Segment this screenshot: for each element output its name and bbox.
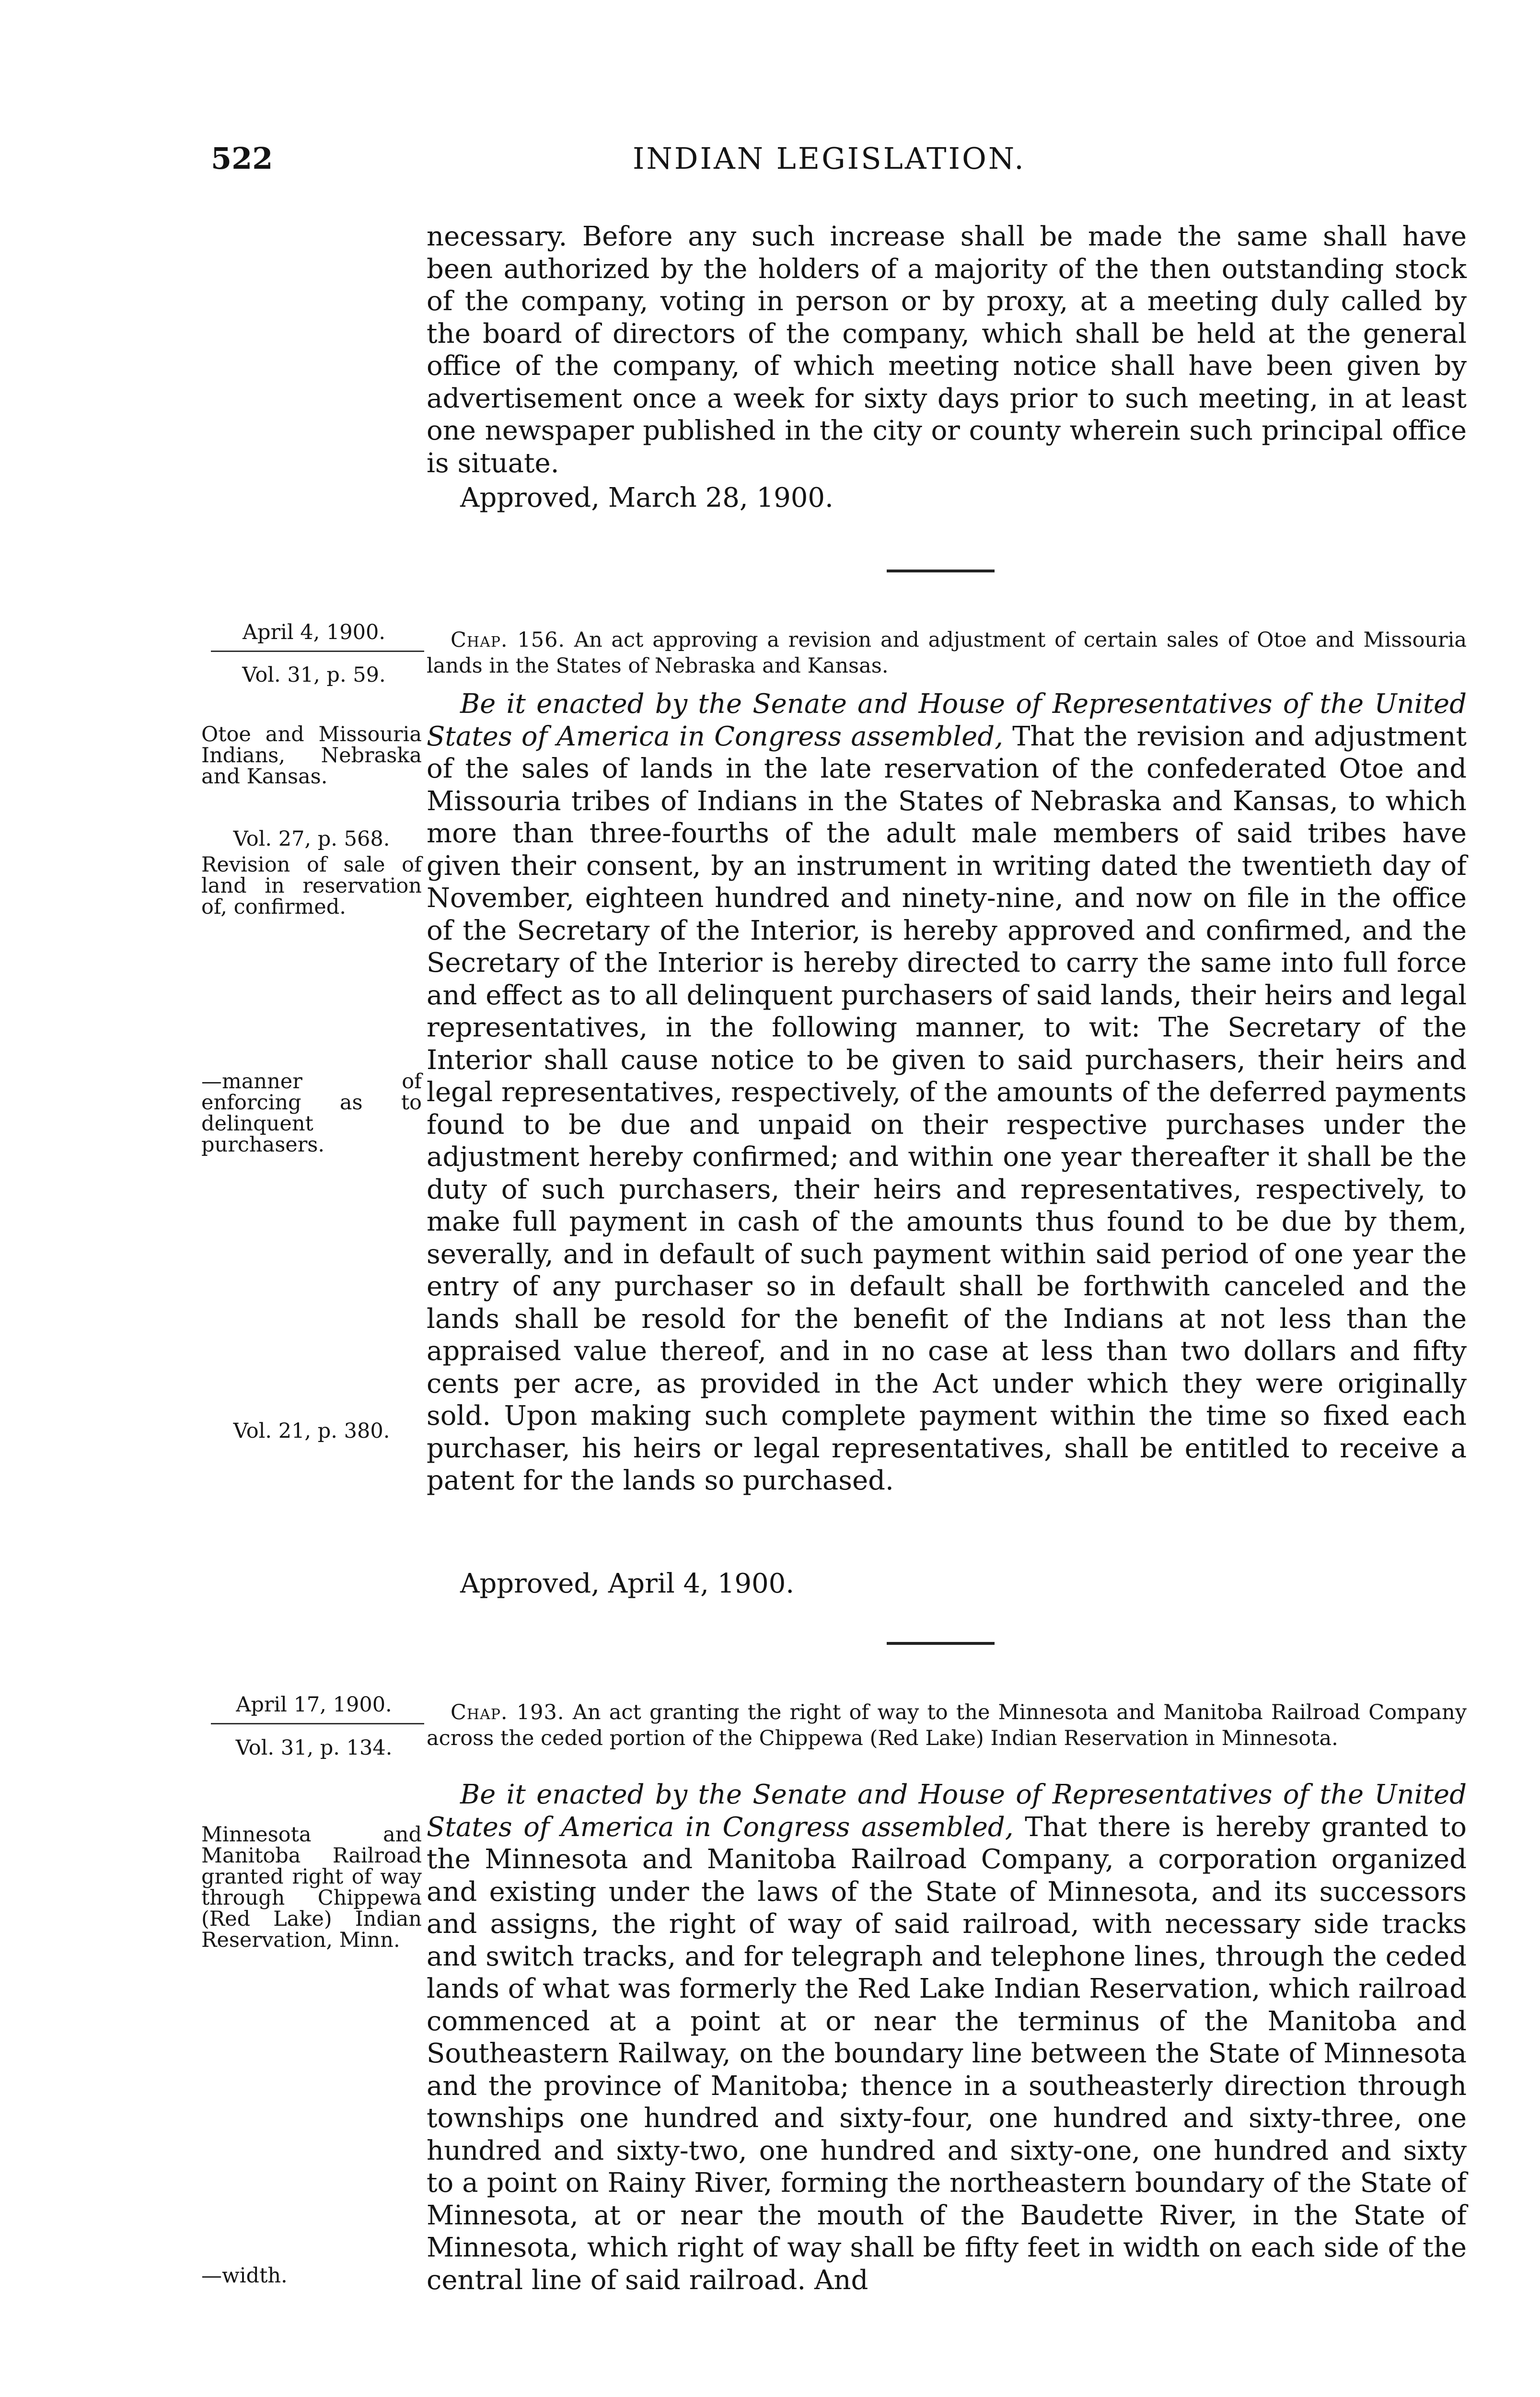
previous-act-paragraph: necessary. Before any such increase shall be made the same shall have been authorized by the holders of a majority of the then outstanding stock of the company, voting in person or by proxy, at a meeting duly called by the board of directors of the company, which shall be held at the general office of the company, of which meeting notice shall have been given by advertisement once a week for sixty days prior to such meeting, in at least one newspaper published in the city or county wherein such principal office is situate. [427,221,1467,479]
chap-156-label: Chap. 156. [451,628,566,652]
margin-note-otoe-missouria: Otoe and Missouria Indians, Nebraska and Kansas. [201,722,422,789]
margin-note-width: —width. [201,2264,288,2288]
margin-note-delinquent-purchasers: —manner of enforcing as to delinquent purchasers. [201,1070,422,1157]
chap-193-label: Chap. 193. [451,1700,565,1724]
chap-156-title: An act approving a revision and adjustment of certain sales of Otoe and Missouria lands in the States of Nebraska and Kansas. [427,628,1467,678]
chap-193-text [427,1779,1467,2296]
chap-156-approved: Approved, April 4, 1900. [460,1568,795,1599]
chap-156-enacting-clause: Be it enacted by the Senate and House of Representatives of the United States of America in Congress assembled, [427,688,1467,752]
chap-156-heading [427,627,1467,679]
section-divider [887,570,995,572]
margin-note-vol-21: Vol. 21, p. 380. [233,1419,390,1443]
margin-note-vol-27: Vol. 27, p. 568. [233,827,390,851]
section-divider [887,1642,995,1645]
chap-193-margin-vol: Vol. 31, p. 134. [235,1736,393,1760]
page-number: 522 [211,141,273,176]
chap-193-margin-date: April 17, 1900. [236,1693,392,1717]
chap-156-margin-date: April 4, 1900. [242,620,386,644]
chap-156-margin-separator [211,651,424,652]
margin-note-minnesota-manitoba: Minnesota and Manitoba Railroad granted right of way through Chippewa (Red Lake) Indian Reservation, Minn. [201,1823,422,1952]
chap-156-body: That the revision and adjustment of the sales of lands in the late reservation of the confederated Otoe and Missouria tribes of Indians in the States of Nebraska and Kansas, to which more than three-fourths of the adult male members of said tribes have given their consent, by an instrument in writing dated the twentieth day of November, eighteen hundred and ninety-nine, and now on file in the office of the Secretary of the Interior, is hereby approved and confirmed, and the Secretary of the Interior is hereby directed to carry the same into full force and effect as to all delinquent purchasers of said lands, their heirs and legal representatives, in the following manner, to wit: The Secretary of the Interior shall cause notice to be given to said purchasers, their heirs and legal representatives, respectively, of the amounts of the deferred payments found to be due and unpaid on their respective purchases under the adjustment hereby confirmed; and within one year thereafter it shall be the duty of such purchasers, their heirs and representatives, respectively, to make full payment in cash of the amounts thus found to be due by them, severally, and in default of such payment within said period of one year the entry of any purchaser so in default shall be forthwith canceled and the lands shall be resold for the benefit of the Indians at not less than the appraised value thereof, and in no case at less than two dollars and fifty cents per acre, as provided in the Act under which they were originally sold. Upon making such complete payment within the time so fixed each purchaser, his heirs or legal representatives, shall be entitled to receive a patent for the lands so purchased. [427,721,1467,1496]
chap-193-paragraph [427,1779,1467,2296]
chap-193-margin-separator [211,1723,424,1724]
chap-156-paragraph [427,688,1467,1497]
chap-156-text [427,688,1467,1497]
chap-193-title: An act granting the right of way to the Minnesota and Manitoba Railroad Company across the ceded portion of the Chippewa (Red Lake) Indian Reservation in Minnesota. [427,1700,1467,1750]
margin-note-revision-confirmed: Revision of sale of land in reservation of, confirmed. [201,853,422,919]
previous-act-text [427,221,1467,479]
previous-act-approved: Approved, March 28, 1900. [460,482,834,513]
running-title: INDIAN LEGISLATION. [633,141,1026,176]
chap-156-margin-vol: Vol. 31, p. 59. [242,663,386,687]
chap-193-body: That there is hereby granted to the Minnesota and Manitoba Railroad Company, a corporation organized and existing under the laws of the State of Minnesota, and its successors and assigns, the right of way of said railroad, with necessary side tracks and switch tracks, and for telegraph and telephone lines, through the ceded lands of what was formerly the Red Lake Indian Reservation, which railroad commenced at a point at or near the terminus of the Manitoba and Southeastern Railway, on the boundary line between the State of Minnesota and the province of Manitoba; thence in a southeasterly direction through townships one hundred and sixty-four, one hundred and sixty-three, one hundred and sixty-two, one hundred and sixty-one, one hundred and sixty to a point on Rainy River, forming the northeastern boundary of the State of Minnesota, at or near the mouth of the Baudette River, in the State of Minnesota, which right of way shall be fifty feet in width on each side of the central line of said railroad. And [427,1811,1467,2296]
chap-193-enacting-clause: Be it enacted by the Senate and House of Representatives of the United States of America in Congress assembled, [427,1779,1467,1843]
chap-193-heading [427,1699,1467,1751]
